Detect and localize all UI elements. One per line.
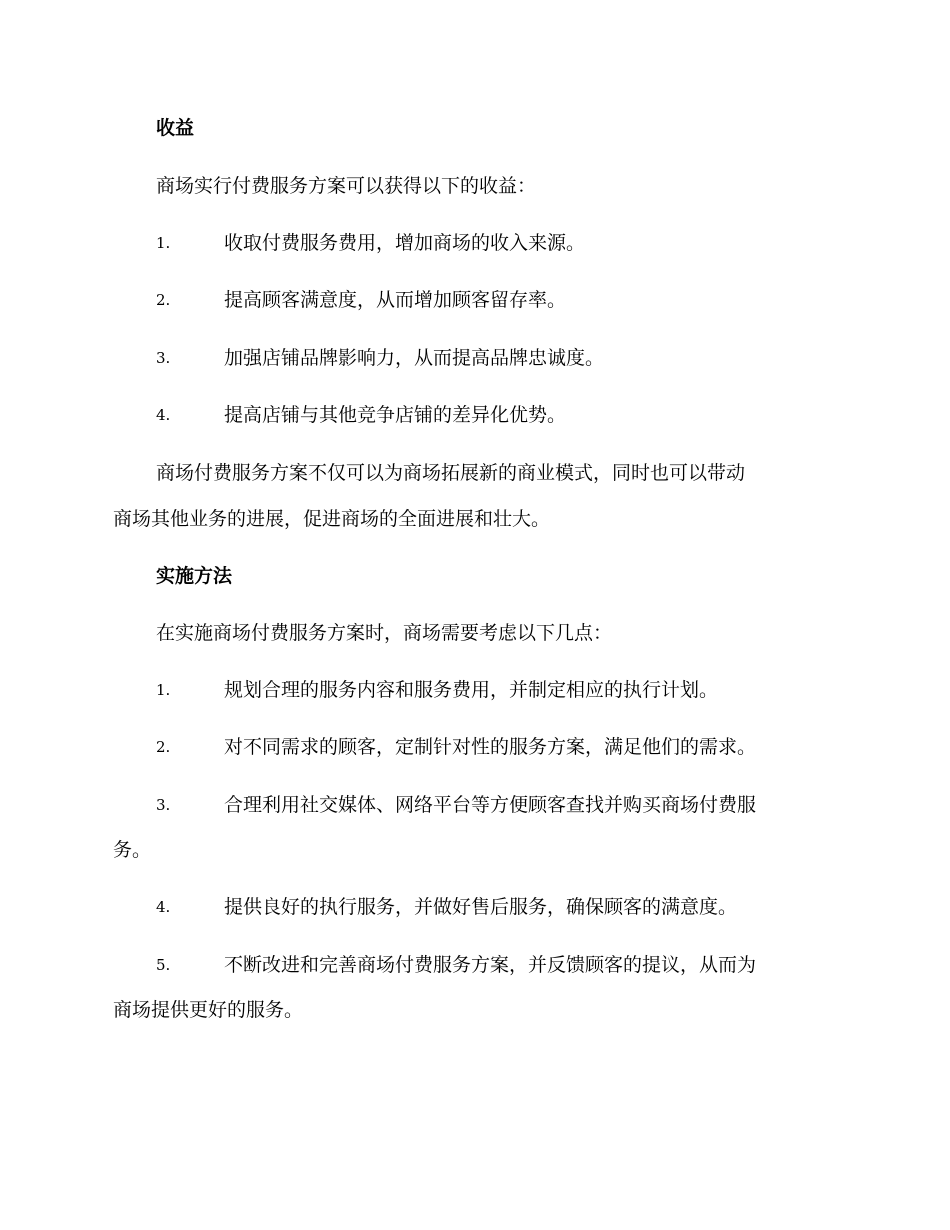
section-heading-implementation: 实施方法 [156, 565, 233, 587]
benefits-conclusion-line: 商场付费服务方案不仅可以为商场拓展新的商业模式，同时也可以带动 [156, 462, 746, 484]
benefits-intro: 商场实行付费服务方案可以获得以下的收益： [156, 175, 537, 197]
list-item-text: 规划合理的服务内容和服务费用，并制定相应的执行计划。 [224, 679, 719, 701]
list-item-continuation: 商场提供更好的服务。 [113, 999, 304, 1021]
list-item-text: 收取付费服务费用，增加商场的收入来源。 [224, 232, 586, 254]
list-item-number: 2. [156, 291, 171, 309]
list-item-number: 3. [156, 349, 171, 367]
list-item-text: 提高店铺与其他竞争店铺的差异化优势。 [224, 404, 567, 426]
list-item-number: 1. [156, 681, 171, 699]
section-heading-benefits: 收益 [156, 117, 195, 139]
list-item-continuation: 务。 [113, 839, 152, 861]
list-item-text: 对不同需求的顾客，定制针对性的服务方案，满足他们的需求。 [224, 736, 757, 758]
list-item-number: 4. [156, 898, 171, 916]
list-item-number: 3. [156, 796, 171, 814]
list-item-text: 合理利用社交媒体、网络平台等方便顾客查找并购买商场付费服 [224, 794, 757, 816]
list-item-text: 提高顾客满意度，从而增加顾客留存率。 [224, 289, 567, 311]
list-item-number: 4. [156, 406, 171, 424]
list-item-text: 提供良好的执行服务，并做好售后服务，确保顾客的满意度。 [224, 896, 738, 918]
list-item-text: 不断改进和完善商场付费服务方案，并反馈顾客的提议，从而为 [224, 954, 757, 976]
list-item-number: 1. [156, 234, 171, 252]
list-item-number: 5. [156, 956, 171, 974]
benefits-conclusion-line: 商场其他业务的进展，促进商场的全面进展和壮大。 [113, 508, 551, 530]
list-item-text: 加强店铺品牌影响力，从而提高品牌忠诚度。 [224, 347, 605, 369]
implementation-intro: 在实施商场付费服务方案时，商场需要考虑以下几点： [156, 622, 613, 644]
list-item-number: 2. [156, 738, 171, 756]
